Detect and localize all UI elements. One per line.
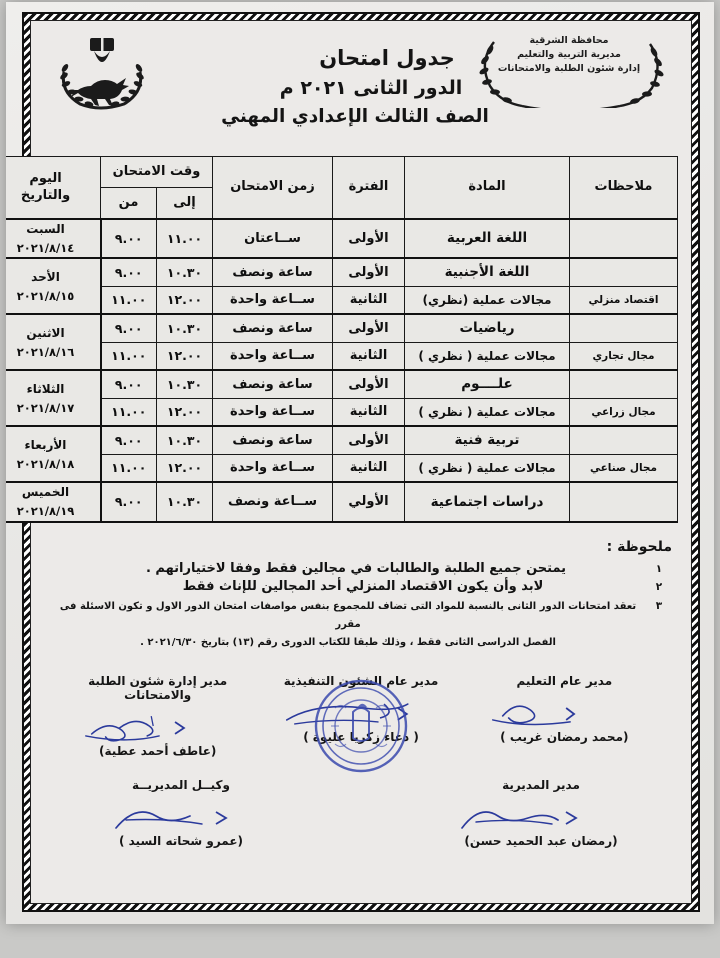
- horse-emblem-icon: [50, 34, 154, 112]
- table-row: [6, 286, 678, 314]
- cell-day-date: [6, 258, 101, 314]
- cell-time-from: ١١.٠٠: [101, 398, 157, 426]
- cell-time-from: ٩.٠٠: [101, 258, 157, 286]
- cell-time-to: ١٢.٠٠: [157, 454, 213, 482]
- th-duration: زمن الامتحان: [213, 157, 333, 220]
- cell-duration: ســاعة ونصف: [213, 482, 333, 521]
- table-row: [6, 258, 678, 286]
- handwritten-signature-icon: [56, 794, 306, 836]
- note-number: ٣: [655, 599, 663, 612]
- cell-day-date: [6, 219, 101, 258]
- cell-day-date: [6, 426, 101, 482]
- cell-time-from: ٩.٠٠: [101, 314, 157, 342]
- title-line-1: جدول امتحان: [319, 46, 455, 70]
- cell-day-date-value: ٢٠٢١/٨/١٨: [16, 456, 75, 471]
- signatures-section: [44, 674, 678, 848]
- cell-period: الأولى: [333, 258, 405, 286]
- cell-day-date: [6, 314, 101, 370]
- signature-name: (رمضان عبد الحميد حسن): [464, 833, 618, 848]
- cell-duration: ساعة ونصف: [213, 370, 333, 398]
- th-date: والتاريخ: [20, 187, 71, 203]
- cell-time-to: ١٠.٣٠: [157, 426, 213, 454]
- note-item: [50, 598, 672, 652]
- cell-day-name: الأحد: [31, 269, 60, 284]
- cell-duration: ســاعة واحدة: [213, 398, 333, 426]
- table-row: [6, 398, 678, 426]
- signature-title: مدير المديرية: [502, 777, 580, 792]
- cell-subject: مجالات عملية ( نظري ): [405, 342, 570, 370]
- cell-time-from: ٩.٠٠: [101, 370, 157, 398]
- signature-title: وكيــل المديريــة: [132, 777, 230, 792]
- note-text-line-1: تعقد امتحانات الدور الثانى بالنسبة للمواد التى تضاف للمجموع بنفس مواصفات امتحان الدور الاول و تكون الاسئلة فى مقرر: [59, 600, 637, 630]
- note-number: ١: [655, 562, 663, 575]
- cell-time-from: ٩.٠٠: [101, 482, 157, 521]
- signature-block-education-director: [463, 674, 666, 758]
- signature-block-student-affairs: [56, 674, 259, 758]
- cell-day-date: [6, 370, 101, 426]
- cell-period: الأولى: [333, 314, 405, 342]
- cell-duration: ساعة ونصف: [213, 258, 333, 286]
- note-text: يمتحن جميع الطلبة والطالبات في مجالين فقط وفقا لاختياراتهم .: [145, 560, 567, 576]
- cell-duration: ساعة ونصف: [213, 314, 333, 342]
- cell-day-date: [6, 482, 101, 521]
- signature-name: (عاطف أحمد عطية): [98, 743, 217, 758]
- signature-block-directorate-manager: [416, 778, 666, 848]
- cell-subject: مجالات عملية (نظري): [405, 286, 570, 314]
- signature-title: مدير عام الشئون التنفيذية: [283, 673, 439, 688]
- cell-period: الثانية: [333, 286, 405, 314]
- cell-subject: اللغة الأجنبية: [405, 258, 570, 286]
- cell-time-from: ٩.٠٠: [101, 426, 157, 454]
- th-period: الفترة: [333, 157, 405, 220]
- title-line-3: الصف الثالث الإعدادي المهني: [221, 106, 489, 127]
- note-item: [50, 561, 672, 576]
- document-content: [16, 24, 688, 900]
- cell-day-date-value: ٢٠٢١/٨/١٦: [16, 344, 75, 359]
- title-line-2: الدور الثانى ٢٠٢١ م: [279, 77, 463, 99]
- table-row: [6, 482, 678, 521]
- notes-section: [44, 539, 678, 652]
- signature-name: (محمد رمضان غريب ): [500, 729, 629, 744]
- cell-duration: ساعة ونصف: [213, 426, 333, 454]
- cell-period: الأولى: [333, 219, 405, 258]
- document-title: [196, 46, 526, 127]
- cell-day-date-value: ٢٠٢١/٨/١٧: [16, 400, 75, 415]
- cell-day-date-value: ٢٠٢١/٨/١٩: [16, 504, 75, 519]
- cell-note: [570, 258, 678, 286]
- org-line-1: محافظة الشرقية: [529, 35, 609, 46]
- handwritten-signature-icon: [56, 704, 259, 746]
- th-notes: ملاحظات: [570, 157, 678, 220]
- cell-time-from: ١١.٠٠: [101, 454, 157, 482]
- signature-row-2: [44, 778, 678, 848]
- th-time-from: من: [101, 188, 157, 220]
- cell-note: اقتصاد منزلي: [570, 286, 678, 314]
- cell-day-name: الخميس: [21, 485, 70, 500]
- th-subject: المادة: [405, 157, 570, 220]
- cell-time-to: ١٢.٠٠: [157, 286, 213, 314]
- cell-note: [570, 370, 678, 398]
- table-row: [6, 454, 678, 482]
- table-row: [6, 426, 678, 454]
- signature-block-directorate-deputy: [56, 778, 306, 848]
- cell-time-from: ٩.٠٠: [101, 219, 157, 258]
- cell-time-to: ١٠.٣٠: [157, 482, 213, 521]
- cell-period: الأولى: [333, 370, 405, 398]
- cell-note: [570, 482, 678, 521]
- cell-duration: ســاعتان: [213, 219, 333, 258]
- table-row: [6, 370, 678, 398]
- official-seal-stamp-icon: [313, 678, 409, 774]
- cell-note: مجال صناعي: [570, 454, 678, 482]
- cell-time-from: ١١.٠٠: [101, 286, 157, 314]
- th-exam-time: وقت الامتحان: [101, 157, 213, 188]
- org-line-3: إدارة شئون الطلبة والامتحانات: [497, 62, 641, 74]
- table-row: [6, 219, 678, 258]
- cell-day-date-value: ٢٠٢١/٨/١٤: [16, 241, 75, 255]
- table-header-row-1: [6, 157, 678, 188]
- document-paper: [6, 2, 714, 924]
- cell-time-to: ١٠.٣٠: [157, 370, 213, 398]
- note-text-line-2: الفصل الدراسى الثانى فقط ، وذلك طبقا للكتاب الدورى رقم (١٣) بتاريخ ٢٠٢١/٦/٣٠ .: [140, 636, 556, 648]
- table-body: [6, 219, 678, 522]
- exam-schedule-table: [6, 156, 678, 523]
- cell-note: [570, 314, 678, 342]
- cell-day-name: الثلاثاء: [26, 381, 65, 396]
- cell-time-to: ١٠.٣٠: [157, 258, 213, 286]
- cell-period: الأولي: [333, 482, 405, 521]
- note-number: ٢: [655, 580, 663, 593]
- cell-subject: دراسات اجتماعية: [405, 482, 570, 521]
- cell-subject: رياضيات: [405, 314, 570, 342]
- cell-period: الأولى: [333, 426, 405, 454]
- cell-time-to: ١١.٠٠: [157, 219, 213, 258]
- cell-subject: تربية فنية: [405, 426, 570, 454]
- cell-period: الثانية: [333, 342, 405, 370]
- signature-title: مدير إدارة شئون الطلبة والامتحانات: [88, 673, 228, 702]
- notes-title: ملحوظة :: [606, 538, 672, 555]
- cell-note: [570, 426, 678, 454]
- cell-note: مجال تجاري: [570, 342, 678, 370]
- cell-day-name: الأربعاء: [24, 437, 67, 452]
- handwritten-signature-icon: [463, 690, 666, 732]
- cell-subject: اللغة العربية: [405, 219, 570, 258]
- th-day-date: [6, 157, 101, 220]
- handwritten-signature-icon: [416, 794, 666, 836]
- table-row: [6, 342, 678, 370]
- signature-name: ( دعاء زكريا عليوة ): [303, 729, 419, 744]
- cell-subject: مجالات عملية ( نظري ): [405, 398, 570, 426]
- cell-time-to: ١٢.٠٠: [157, 398, 213, 426]
- th-time-to: إلى: [157, 188, 213, 220]
- table-row: [6, 314, 678, 342]
- cell-period: الثانية: [333, 454, 405, 482]
- note-item: [50, 579, 672, 594]
- signature-title: مدير عام التعليم: [516, 673, 613, 688]
- cell-duration: ســاعة واحدة: [213, 286, 333, 314]
- cell-day-date-value: ٢٠٢١/٨/١٥: [16, 288, 75, 303]
- note-text: لابد وأن يكون الاقتصاد المنزلي أحد المجالين للإناث فقط: [182, 578, 544, 594]
- cell-subject: مجالات عملية ( نظري ): [405, 454, 570, 482]
- cell-period: الثانية: [333, 398, 405, 426]
- cell-note: [570, 219, 678, 258]
- org-line-2: مديرية التربية والتعليم: [517, 48, 621, 60]
- cell-time-to: ١٢.٠٠: [157, 342, 213, 370]
- cell-duration: ســاعة واحدة: [213, 454, 333, 482]
- cell-time-from: ١١.٠٠: [101, 342, 157, 370]
- cell-day-name: السبت: [26, 222, 65, 236]
- cell-day-name: الاثنين: [26, 325, 65, 340]
- cell-time-to: ١٠.٣٠: [157, 314, 213, 342]
- document-header: [44, 28, 678, 156]
- cell-subject: علــــوم: [405, 370, 570, 398]
- cell-duration: ســاعة واحدة: [213, 342, 333, 370]
- th-day: اليوم: [29, 171, 62, 187]
- signature-name: (عمرو شحاته السيد ): [118, 833, 244, 848]
- cell-note: مجال زراعي: [570, 398, 678, 426]
